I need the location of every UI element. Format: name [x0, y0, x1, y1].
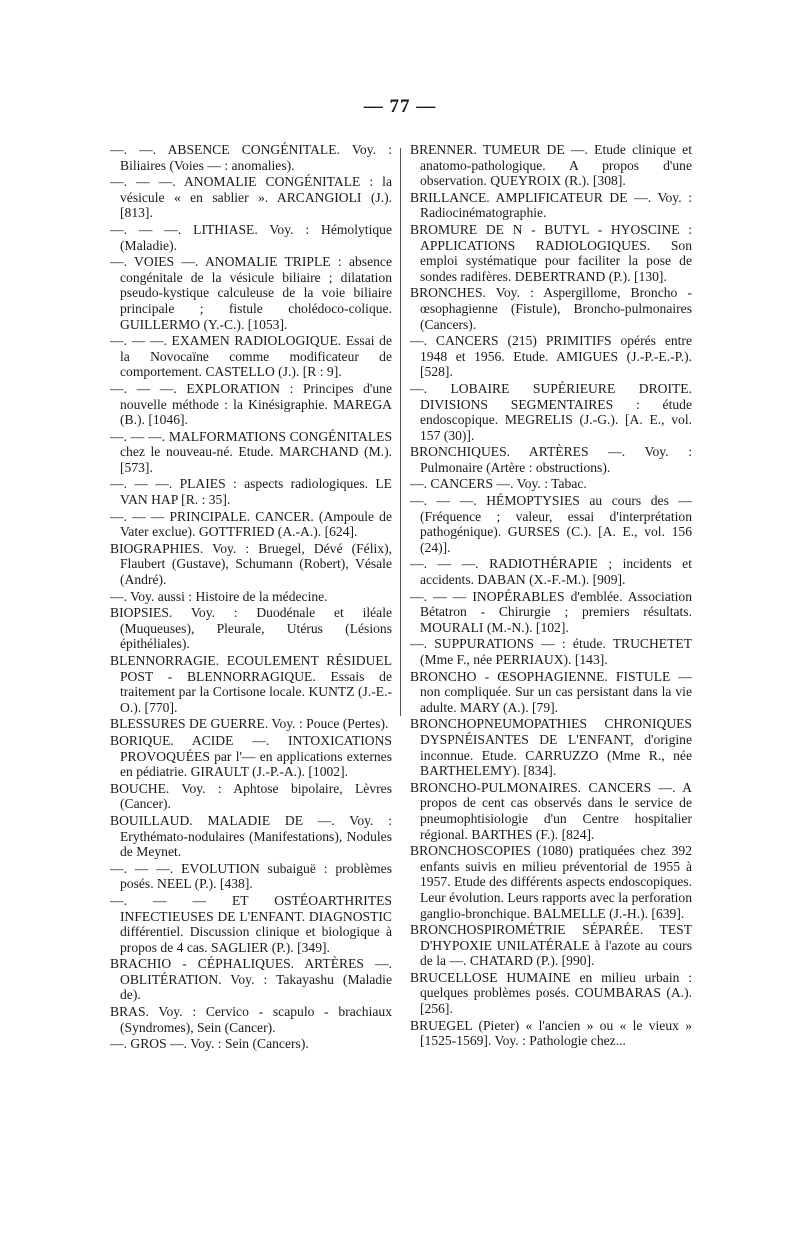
index-entry: BLENNORRAGIE. ECOULEMENT RÉSIDUEL POST - BLENNORRAGIQUE. Essais de traitement par la Cortisone locale. KUNTZ (J.-E.-O.). [770]. [110, 653, 392, 715]
index-entry: BRONCHOPNEUMOPATHIES CHRONIQUES DYSPNÉISANTES DE L'ENFANT, d'origine inconnue. Etude. CARRUZZO (Mme R., née BARTHELEMY). [834]. [410, 716, 692, 779]
index-entry: —. — —. MALFORMATIONS CONGÉNITALES chez le nouveau-né. Etude. MARCHAND (M.). [573]. [110, 428, 392, 475]
index-entry: BIOPSIES. Voy. : Duodénale et iléale (Muqueuses), Pleurale, Utérus (Lésions épithéliales). [110, 605, 392, 652]
index-entry: BRONCHO - ŒSOPHAGIENNE. FISTULE — non compliquée. Sur un cas persistant dans la vie adulte. MARY (A.). [79]. [410, 668, 692, 715]
index-entry: —. — —. RADIOTHÉRAPIE ; incidents et accidents. DABAN (X.-F.-M.). [909]. [410, 556, 692, 588]
page-number: — 77 — [363, 96, 437, 117]
index-entry: BRENNER. TUMEUR DE —. Etude clinique et anatomo-pathologique. A propos d'une observation. QUEYROIX (R.). [308]. [410, 142, 692, 189]
index-entry: BRONCHES. Voy. : Aspergillome, Broncho - œsophagienne (Fistule), Broncho-pulmonaires (Cancers). [410, 285, 692, 332]
index-entry: —. VOIES —. ANOMALIE TRIPLE : absence congénitale de la vésicule biliaire ; dilatation pseudo-kystique calculeuse de la voie biliaire principale ; fistule cholédoco-colique. GUILLERMO (Y.-C.). [1053]. [110, 254, 392, 332]
index-entry: —. — — PRINCIPALE. CANCER. (Ampoule de Vater exclue). GOTTFRIED (A.-A.). [624]. [110, 508, 392, 540]
index-entry: BRILLANCE. AMPLIFICATEUR DE —. Voy. : Radiocinématographie. [410, 189, 692, 221]
index-entry: BLESSURES DE GUERRE. Voy. : Pouce (Pertes). [110, 716, 389, 732]
index-entry: BRONCHO-PULMONAIRES. CANCERS —. A propos de cent cas observés dans le service de pneumophtisiologie d'un Centre hospitalier régional. BARTHES (F.). [824]. [410, 779, 692, 842]
index-entry: —. — —. EVOLUTION subaiguë : problèmes posés. NEEL (P.). [438]. [110, 860, 392, 892]
index-entry: —. — —. LITHIASE. Voy. : Hémolytique (Maladie). [110, 221, 392, 253]
index-entry: BRONCHOSCOPIES (1080) pratiquées chez 392 enfants suivis en milieu préventorial de 1955 à 1957. Etude des différents aspects endoscopiques. Leur évolution. Leurs rapports avec la perforation ganglio-bronchique. BALMELLE (J.-H.). [639]. [410, 843, 692, 921]
index-entry: —. — —. EXPLORATION : Principes d'une nouvelle méthode : la Kinésigraphie. MAREGA (B.). [1046]. [110, 380, 392, 428]
index-entry: BIOGRAPHIES. Voy. : Bruegel, Dévé (Félix), Flaubert (Gustave), Schumann (Robert), Vésale (André). [110, 540, 392, 588]
index-entry: —. — — INOPÉRABLES d'emblée. Association Bétatron - Chirurgie ; premiers résultats. MOURALI (M.-N.). [102]. [410, 588, 692, 635]
index-entry: —. GROS —. Voy. : Sein (Cancers). [110, 1036, 309, 1052]
index-entry: —. — —. PLAIES : aspects radiologiques. LE VAN HAP [R. : 35]. [110, 476, 392, 508]
column-divider [400, 148, 401, 716]
right-column [410, 142, 692, 1050]
index-entry: —. — —. ANOMALIE CONGÉNITALE : la vésicule « en sablier ». ARCANGIOLI (J.). [813]. [110, 174, 392, 221]
index-entry: —. CANCERS (215) PRIMITIFS opérés entre 1948 et 1956. Etude. AMIGUES (J.-P.-E.-P.). [528]. [410, 333, 692, 380]
index-entry: —. — —. HÉMOPTYSIES au cours des — (Fréquence ; valeur, essai d'interprétation pathogénique). GURSES (C.). [A. E., vol. 156 (24)]. [410, 493, 692, 555]
index-entry: BRAS. Voy. : Cervico - scapulo - brachiaux (Syndromes), Sein (Cancer). [110, 1004, 392, 1035]
index-entry: —. CANCERS —. Voy. : Tabac. [410, 476, 587, 492]
index-entry: BROMURE DE N - BUTYL - HYOSCINE : APPLICATIONS RADIOLOGIQUES. Son emploi systématique pour faciliter la pose de sondes radifères. DEBERTRAND (P.). [130]. [410, 221, 692, 284]
index-entry: —. —. ABSENCE CONGÉNITALE. Voy. : Biliaires (Voies — : anomalies). [110, 142, 392, 173]
index-entry: BOUCHE. Voy. : Aphtose bipolaire, Lèvres (Cancer). [110, 780, 392, 812]
index-entry: —. — — ET OSTÉOARTHRITES INFECTIEUSES DE L'ENFANT. DIAGNOSTIC différentiel. Discussion clinique et biologique à propos de 4 cas. SAGLIER (P.). [349]. [110, 892, 392, 955]
index-entry: BRACHIO - CÉPHALIQUES. ARTÈRES —. OBLITÉRATION. Voy. : Takayashu (Maladie de). [110, 956, 392, 1003]
index-entry: BORIQUE. ACIDE —. INTOXICATIONS PROVOQUÉES par l'— en applications externes en pédiatrie. GIRAULT (J.-P.-A.). [1002]. [110, 732, 392, 780]
index-entry: BRONCHOSPIROMÉTRIE SÉPARÉE. TEST D'HYPOXIE UNILATÉRALE à l'azote au cours de la —. CHATARD (P.). [990]. [410, 922, 692, 969]
index-entry: BRUCELLOSE HUMAINE en milieu urbain : quelques problèmes posés. COUMBARAS (A.). [256]. [410, 969, 692, 1017]
index-entry: —. SUPPURATIONS — : étude. TRUCHETET (Mme F., née PERRIAUX). [143]. [410, 636, 692, 667]
index-entry: —. — —. EXAMEN RADIOLOGIQUE. Essai de la Novocaïne comme modificateur de comportement. CASTELLO (J.). [R : 9]. [110, 333, 392, 380]
index-entry: —. LOBAIRE SUPÉRIEURE DROITE. DIVISIONS SEGMENTAIRES : étude endoscopique. MEGRELIS (J.-G.). [A. E., vol. 157 (30)]. [410, 380, 692, 443]
left-column [110, 142, 392, 1053]
index-entry: BRONCHIQUES. ARTÈRES —. Voy. : Pulmonaire (Artère : obstructions). [410, 444, 692, 475]
index-entry: —. Voy. aussi : Histoire de la médecine. [110, 588, 328, 604]
index-entry: BOUILLAUD. MALADIE DE —. Voy. : Erythémato-nodulaires (Manifestations), Nodules de Meynet. [110, 812, 392, 860]
index-entry: BRUEGEL (Pieter) « l'ancien » ou « le vieux » [1525-1569]. Voy. : Pathologie chez... [410, 1017, 692, 1049]
